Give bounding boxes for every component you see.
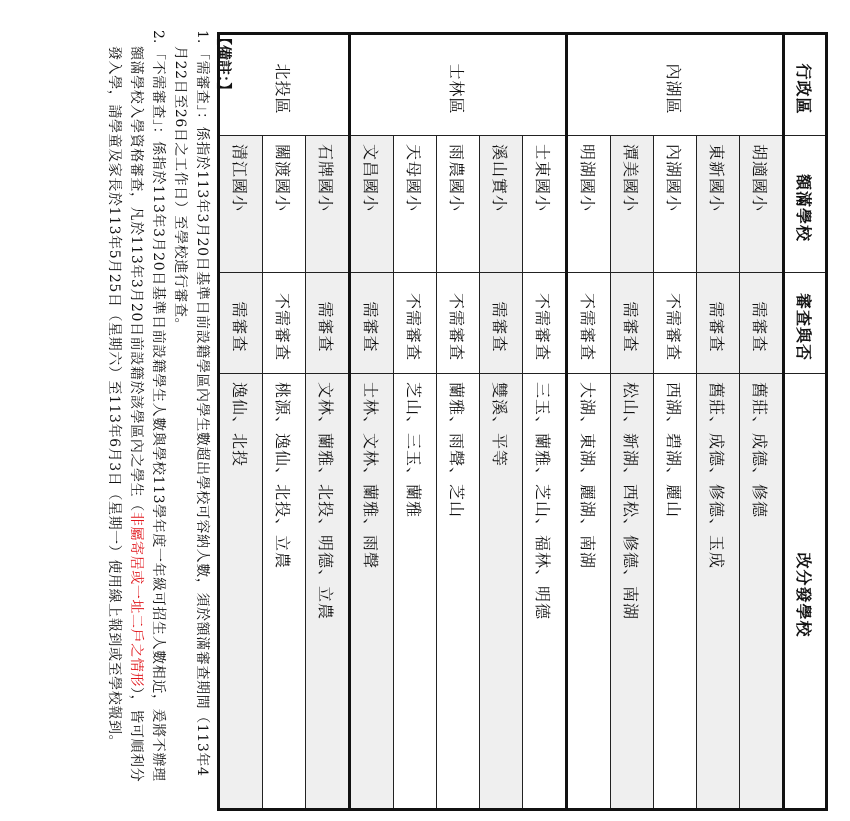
alt-cell: 舊莊、成德、修德 — [740, 374, 784, 810]
table-row — [306, 34, 350, 810]
alt-cell: 舊莊、成德、修德、玉成 — [697, 374, 740, 810]
status-cell: 需審查 — [697, 273, 740, 374]
school-cell: 潭美國小 — [611, 136, 654, 273]
note-text — [103, 46, 169, 790]
note-text-part-a: 「不需審查」：係指於113年3月20日基準日前設籍學生人數與學校113學年度一年級可招生人數相近，爰將不辦理額滿學校入學資格審查，凡於113年3月20日前設籍於該學區內之學生（ — [128, 46, 166, 782]
school-allocation-table — [217, 32, 828, 811]
school-cell: 雨農國小 — [437, 136, 480, 273]
school-cell: 東新國小 — [697, 136, 740, 273]
school-cell: 明湖國小 — [567, 136, 611, 273]
table-row — [394, 34, 437, 810]
status-cell: 不需審查 — [394, 273, 437, 374]
school-cell: 文昌國小 — [350, 136, 394, 273]
status-cell: 不需審查 — [654, 273, 697, 374]
status-cell: 不需審查 — [567, 273, 611, 374]
alt-cell: 雙溪、平等 — [480, 374, 523, 810]
district-cell: 北投區 — [219, 34, 350, 136]
alt-cell: 逸仙、北投 — [219, 374, 263, 810]
header-alt: 改分發學校 — [784, 374, 827, 810]
table-row — [697, 34, 740, 810]
alt-cell: 松山、新湖、西松、修德、南湖 — [611, 374, 654, 810]
school-cell: 士東國小 — [523, 136, 567, 273]
header-review: 審查與否 — [784, 273, 827, 374]
table-row — [567, 34, 611, 810]
note-text: 「需審查」：係指於113年3月20日基準日前設籍學區內學生數超出學校可容納人數，須於額滿審查期間（113年4月22日至26日之工作日）至學校進行審查。 — [172, 46, 210, 777]
alt-cell: 大湖、東湖、麗湖、南湖 — [567, 374, 611, 810]
school-cell: 胡適國小 — [740, 136, 784, 273]
status-cell: 需審查 — [611, 273, 654, 374]
school-cell: 天母國小 — [394, 136, 437, 273]
note-number: 2. — [150, 30, 166, 44]
alt-cell: 西湖、碧湖、麗山 — [654, 374, 697, 810]
note-text-part-b: ），皆可順利分發入學，請學童及家長於113年5月25日（星期六）至113年6月3日（星期一）使用線上報到或至學校報到。 — [106, 46, 144, 783]
note-number: 1. — [194, 30, 210, 44]
status-cell: 需審查 — [480, 273, 523, 374]
note-item-1 — [169, 30, 213, 790]
status-cell: 需審查 — [740, 273, 784, 374]
table-row — [350, 34, 394, 810]
school-cell: 溪山實小 — [480, 136, 523, 273]
header-district: 行政區 — [784, 34, 827, 136]
district-cell: 士林區 — [350, 34, 567, 136]
status-cell: 需審查 — [306, 273, 350, 374]
status-cell: 不需審查 — [437, 273, 480, 374]
table-row — [654, 34, 697, 810]
notes-title: 【備註：】 — [215, 30, 233, 98]
table-row — [437, 34, 480, 810]
table-row — [611, 34, 654, 810]
school-cell: 關渡國小 — [263, 136, 306, 273]
table-row — [263, 34, 306, 810]
district-cell: 內湖區 — [567, 34, 784, 136]
status-cell: 需審查 — [219, 273, 263, 374]
note-item-2 — [103, 30, 169, 790]
alt-cell: 三玉、蘭雅、芝山、福林、明德 — [523, 374, 567, 810]
alt-cell: 蘭雅、雨聲、芝山 — [437, 374, 480, 810]
alt-cell: 文林、蘭雅、北投、明德、立農 — [306, 374, 350, 810]
school-cell: 石牌國小 — [306, 136, 350, 273]
table-row — [740, 34, 784, 810]
alt-cell: 士林、文林、蘭雅、雨聲 — [350, 374, 394, 810]
status-cell: 不需審查 — [263, 273, 306, 374]
table-row — [480, 34, 523, 810]
status-cell: 需審查 — [350, 273, 394, 374]
note-text-highlight: 非屬寄居或一址二戶之情形 — [128, 511, 144, 688]
alt-cell: 桃源、逸仙、北投、立農 — [263, 374, 306, 810]
table-row — [523, 34, 567, 810]
status-cell: 不需審查 — [523, 273, 567, 374]
school-cell: 內湖國小 — [654, 136, 697, 273]
alt-cell: 芝山、三玉、蘭雅 — [394, 374, 437, 810]
notes-section — [103, 30, 235, 790]
school-cell: 清江國小 — [219, 136, 263, 273]
header-school: 額滿學校 — [784, 136, 827, 273]
